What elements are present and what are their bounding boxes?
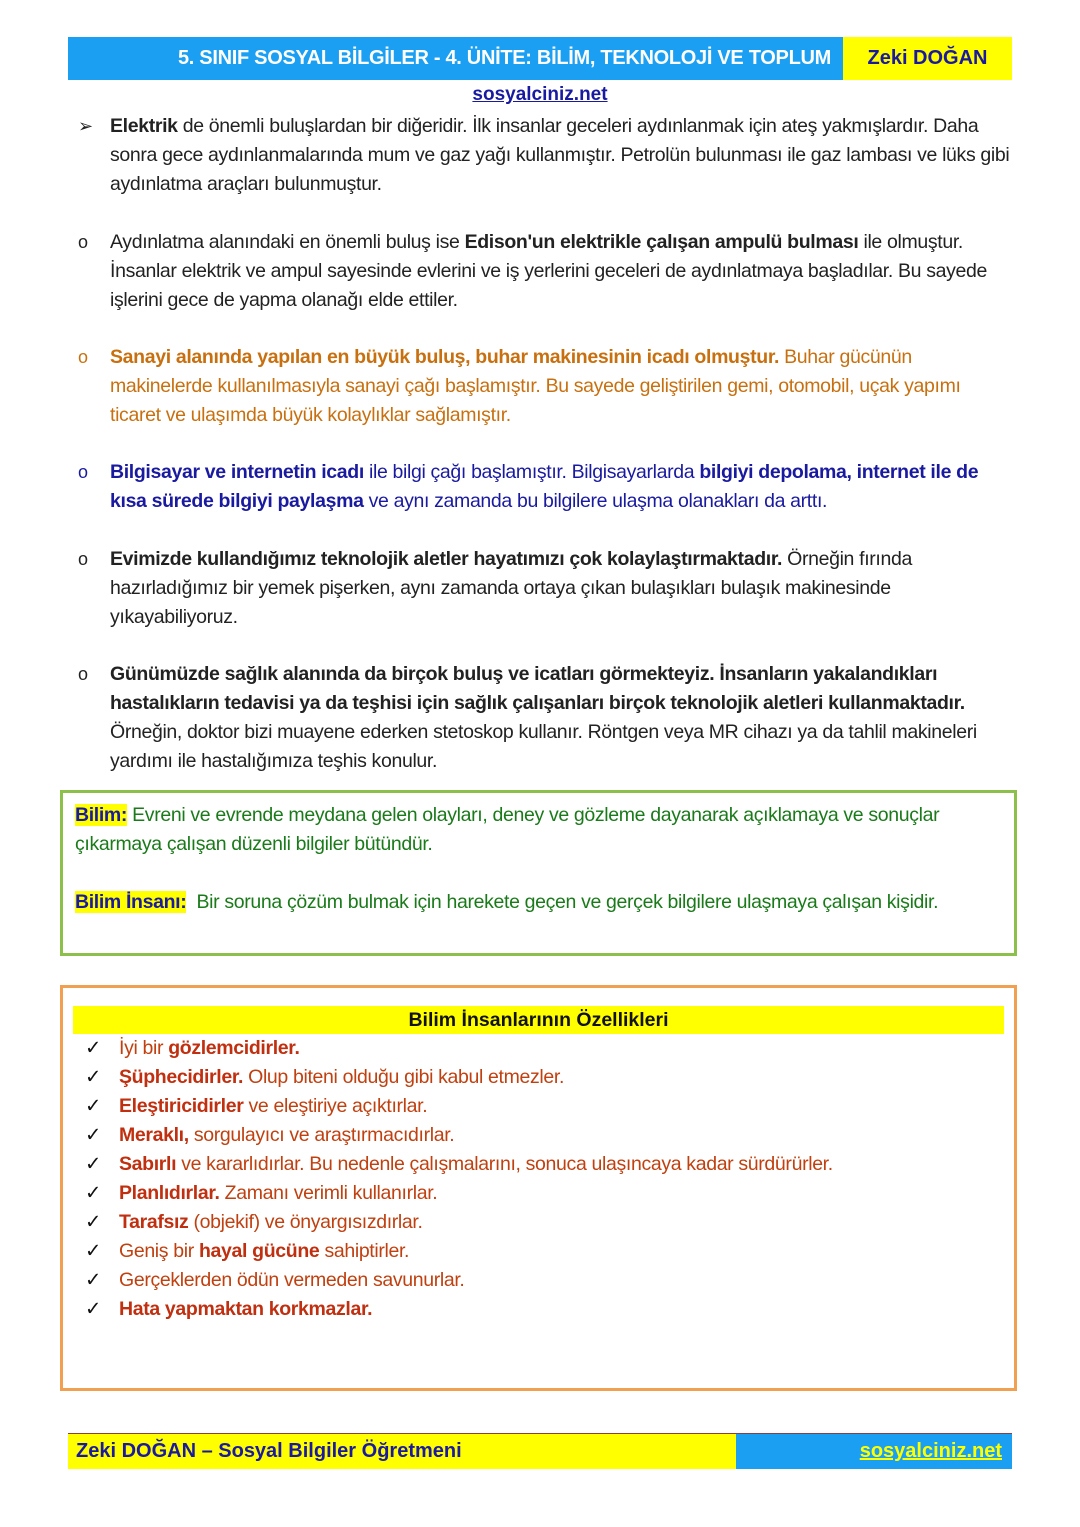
text-segment: Bilgisayar ve internetin icadı [110,461,364,483]
text-segment: Aydınlatma alanındaki en önemli buluş ise [110,231,465,253]
text-segment: ve aynı zamanda bu bilgilere ulaşma olanakları da arttı. [363,490,828,512]
bullet-icon: ➢ [78,116,93,136]
text-segment: ile bilgi çağı başlamıştır. Bilgisayarlarda [363,461,700,483]
text-segment: sahiptirler. [319,1240,410,1262]
text-segment: Evimizde kullandığımız teknolojik aletler hayatımızı çok kolaylaştırmaktadır. [110,548,783,570]
text-segment: Tarafsız [119,1211,189,1233]
check-icon: ✓ [85,1066,101,1088]
check-icon: ✓ [85,1240,101,1262]
paragraph [78,112,1010,199]
check-icon: ✓ [85,1182,101,1204]
text-segment: İyi bir [119,1037,169,1059]
text-segment: Edison'un elektrikle çalışan ampulü bulması [464,231,859,253]
text-segment: Elektrik [110,115,178,137]
paragraph [78,343,1010,430]
check-icon: ✓ [85,1269,101,1291]
bullet-icon: o [78,347,88,367]
text-segment: (objekif) ve önyargısızdırlar. [188,1211,423,1233]
text-segment: Sanayi alanında yapılan en büyük buluş, buhar makinesinin icadı olmuştur. [110,346,780,368]
text-segment: Eleştiricidirler [119,1095,244,1117]
definition-text: Evreni ve evrende meydana gelen olayları, deney ve gözleme dayanarak açıklamaya ve sonuçlar çıkarmaya çalışan düzenli bilgiler bütündür. [75,804,940,855]
header-title: 5. SINIF SOSYAL BİLGİLER - 4. ÜNİTE: BİLİM, TEKNOLOJİ VE TOPLUM [68,37,843,80]
trait-item [73,1237,1004,1266]
text-segment: Günümüzde sağlık alanında da birçok buluş ve icatları görmekteyiz. İnsanların yakalandıkları hastalıkların tedavisi ya da teşhisi için sağlık çalışanları birçok teknolojik aletleri kullanmaktadır. [110,663,965,714]
text-segment: de önemli buluşlardan bir diğeridir. İlk insanlar geceleri aydınlanmak için ateş yakmışlardır. Daha sonra gece aydınlanmalarında mum ve gaz yağı kullanmıştır. Petrolün bulunması ile gaz lambası ve lüks gibi aydınlatma araçları bulunmuştur. [110,115,1010,195]
bullet-icon: o [78,664,88,684]
text-segment: ile olmuştur. İnsanlar elektrik ve ampul sayesinde evlerini ve iş yerlerini geceleri de aydınlatmaya başladılar. Bu sayede işlerini gece de yapma olanağı elde ettiler. [110,231,988,311]
text-segment: Örneğin fırında hazırladığımız bir yemek pişerken, aynı zamanda ortaya çıkan bulaşıkları bulaşık makinesinde yıkayabiliyoruz. [110,548,912,628]
check-icon: ✓ [85,1298,101,1320]
text-segment: gözlemcidirler. [168,1037,300,1059]
check-icon: ✓ [85,1211,101,1233]
check-icon: ✓ [85,1153,101,1175]
text-segment: hayal gücüne [198,1240,320,1262]
check-icon: ✓ [85,1124,101,1146]
definition-bilim [75,801,1002,859]
trait-item [73,1150,1004,1179]
definition-term: Bilim İnsanı: [75,891,187,913]
definition-term: Bilim: [75,804,128,826]
definition-text: Bir soruna çözüm bulmak için harekete geçen ve gerçek bilgilere ulaşmaya çalışan kişidir. [186,891,939,913]
bullet-icon: o [78,232,88,252]
header-author: Zeki DOĞAN [843,37,1012,80]
paragraph [78,660,1010,776]
trait-item [73,1266,1004,1295]
text-segment: ve kararlıdırlar. Bu nedenle çalışmalarını, sonuca ulaşıncaya kadar sürdürürler. [176,1153,833,1175]
text-segment: Geniş bir [119,1240,199,1262]
paragraph [78,228,1010,315]
bullet-icon: o [78,549,88,569]
text-segment: Şüphecidirler. [119,1066,244,1088]
paragraph [78,545,1010,632]
trait-item [73,1063,1004,1092]
trait-item [73,1179,1004,1208]
text-segment: Hata yapmaktan korkmazlar. [119,1298,373,1320]
traits-box [60,985,1017,1391]
check-icon: ✓ [85,1095,101,1117]
traits-title: Bilim İnsanlarının Özellikleri [73,1006,1004,1034]
bullet-icon: o [78,462,88,482]
check-icon: ✓ [85,1037,101,1059]
footer-author: Zeki DOĞAN – Sosyal Bilgiler Öğretmeni [68,1434,736,1469]
text-segment: Buhar gücünün makinelerde kullanılmasıyla sanayi çağı başlamıştır. Bu sayede geliştirilen gemi, otomobil, uçak yapımı ticaret ve ulaşımda büyük kolaylıklar sağlamıştır. [110,346,961,426]
text-segment: Örneğin, doktor bizi muayene ederken stetoskop kullanır. Röntgen veya MR cihazı ya da tahlil makineleri yardımı ile hastalığımıza teşhis konulur. [110,721,977,772]
definitions-box [60,790,1017,956]
trait-item [73,1034,1004,1063]
text-segment: bilgiyi depolama, internet ile de kısa sürede bilgiyi paylaşma [110,461,979,512]
trait-item [73,1208,1004,1237]
text-segment: sorgulayıcı ve araştırmacıdırlar. [188,1124,455,1146]
footer-site-link[interactable]: sosyalciniz.net [736,1434,1012,1469]
trait-item [73,1092,1004,1121]
trait-item [73,1295,1004,1324]
definition-bilim-insani [75,888,1002,917]
text-segment: Meraklı, [119,1124,189,1146]
text-segment: Sabırlı [119,1153,177,1175]
text-segment: Zamanı verimli kullanırlar. [219,1182,438,1204]
text-segment: ve eleştiriye açıktırlar. [243,1095,428,1117]
trait-item [73,1121,1004,1150]
text-segment: Olup biteni olduğu gibi kabul etmezler. [243,1066,565,1088]
footer-bar [68,1433,1012,1469]
site-link[interactable]: sosyalciniz.net [472,84,608,105]
traits-list [73,1034,1004,1324]
text-segment: Gerçeklerden ödün vermeden savunurlar. [119,1269,465,1291]
text-segment: Planlıdırlar. [119,1182,220,1204]
header-bar [68,37,1012,80]
paragraph [78,458,1010,516]
